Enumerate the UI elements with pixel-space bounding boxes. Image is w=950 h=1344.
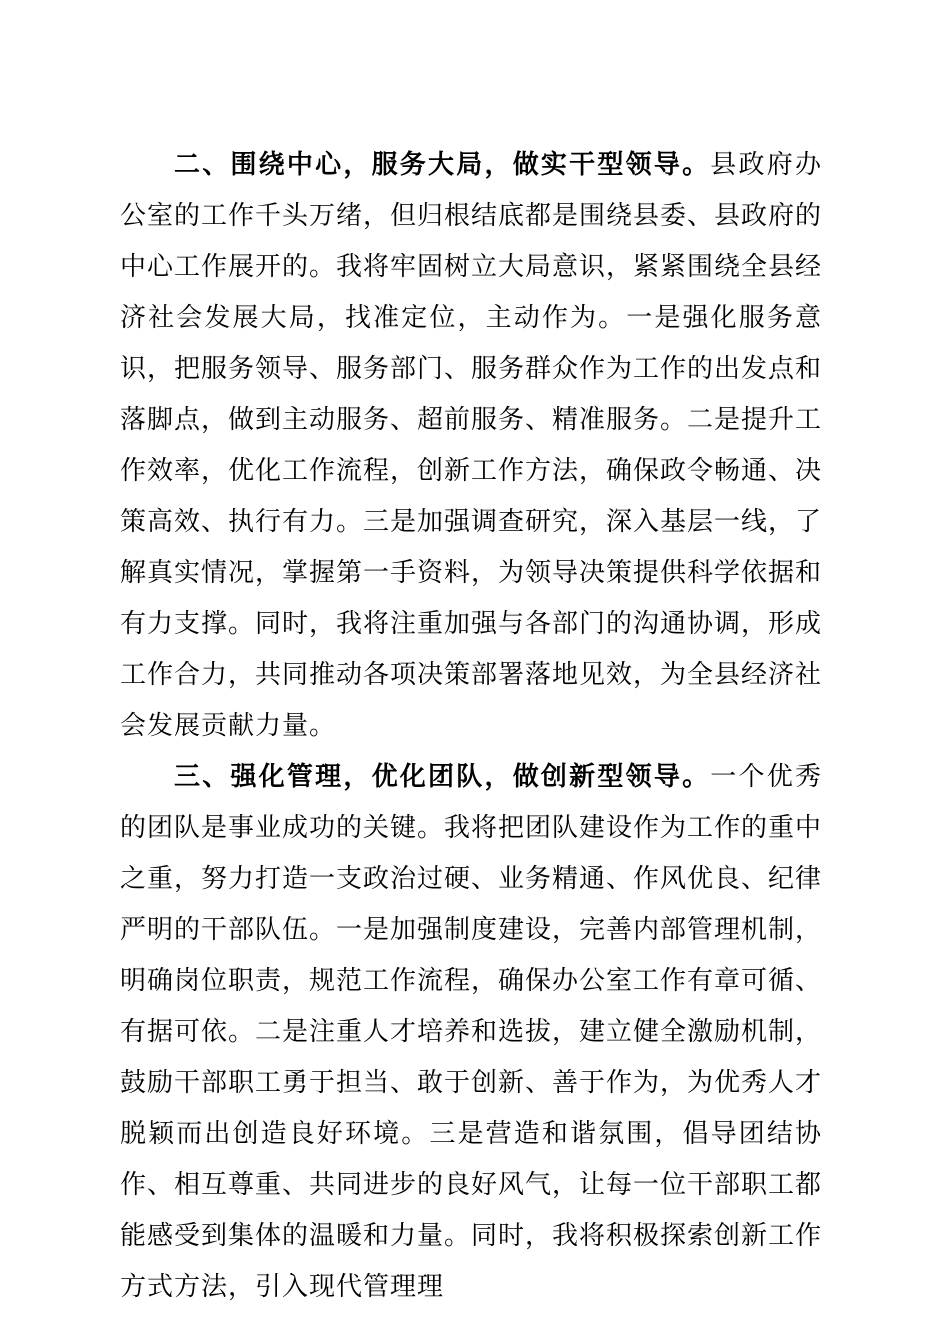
document-body (120, 140, 822, 1313)
section-paragraph-3 (120, 752, 822, 1313)
section-heading-2: 二、围绕中心，服务大局，做实干型领导。 (174, 150, 711, 180)
section-paragraph-2 (120, 140, 822, 752)
section-body-3: 一个优秀的团队是事业成功的关键。我将把团队建设作为工作的重中之重，努力打造一支政治过硬、业务精通、作风优良、纪律严明的干部队伍。一是加强制度建设，完善内部管理机制，明确岗位职责，规范工作流程，确保办公室工作有章可循、有据可依。二是注重人才培养和选拔，建立健全激励机制，鼓励干部职工勇于担当、敢于创新、善于作为，为优秀人才脱颖而出创造良好环境。三是营造和谐氛围，倡导团结协作、相互尊重、共同进步的良好风气，让每一位干部职工都能感受到集体的温暖和力量。同时，我将积极探索创新工作方式方法，引入现代管理理 (120, 762, 823, 1302)
section-body-2: 县政府办公室的工作千头万绪，但归根结底都是围绕县委、县政府的中心工作展开的。我将牢固树立大局意识，紧紧围绕全县经济社会发展大局，找准定位，主动作为。一是强化服务意识，把服务领导、服务部门、服务群众作为工作的出发点和落脚点，做到主动服务、超前服务、精准服务。二是提升工作效率，优化工作流程，创新工作方法，确保政令畅通、决策高效、执行有力。三是加强调查研究，深入基层一线，了解真实情况，掌握第一手资料，为领导决策提供科学依据和有力支撑。同时，我将注重加强与各部门的沟通协调，形成工作合力，共同推动各项决策部署落地见效，为全县经济社会发展贡献力量。 (120, 150, 823, 741)
section-heading-3: 三、强化管理，优化团队，做创新型领导。 (174, 762, 711, 792)
